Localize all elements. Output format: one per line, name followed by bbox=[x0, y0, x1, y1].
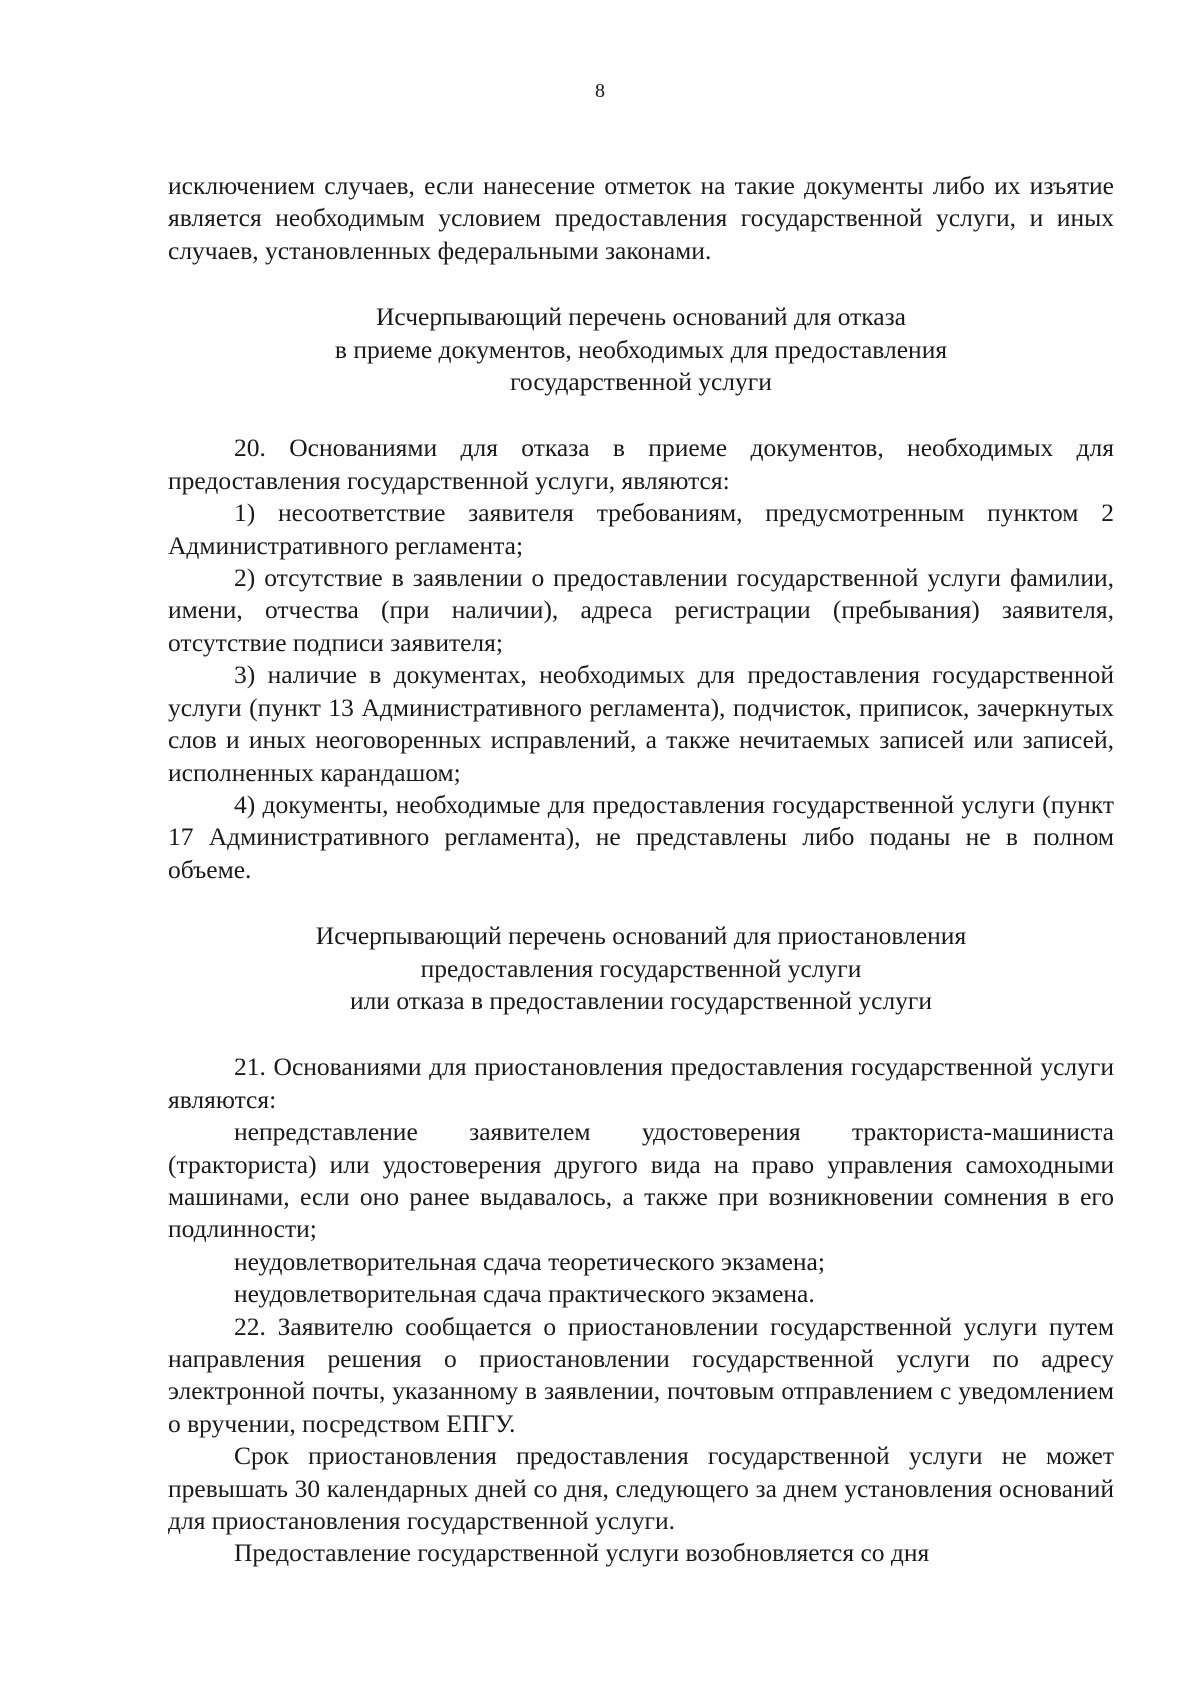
paragraph-22-term: Срок приостановления предоставления государственной услуги не может превышать 30 календарных дней со дня, следующего за днем установления оснований для приостановления государственной услуги. bbox=[168, 1441, 1114, 1536]
heading-line: в приеме документов, необходимых для предоставления bbox=[334, 334, 948, 364]
paragraph-21: 21. Основаниями для приостановления предоставления государственной услуги являются: bbox=[168, 1052, 1114, 1114]
paragraph-21-item-1: непредставление заявителем удостоверения тракториста-машиниста (тракториста) или удостоверения другого вида на право управления самоходными машинами, если оно ранее выдавалось, а также при возникновении сомнения в его подлинности; bbox=[168, 1117, 1114, 1244]
section-heading-suspension bbox=[168, 920, 1114, 1017]
paragraph-22: 22. Заявителю сообщается о приостановлении государственной услуги путем направления решения о приостановлении государственной услуги по адресу электронной почты, указанному в заявлении, почтовым отправлением с уведомлением о вручении, посредством ЕПГУ. bbox=[168, 1311, 1114, 1438]
heading-line: государственной услуги bbox=[510, 367, 772, 397]
document-body bbox=[168, 170, 1114, 1570]
paragraph-20-item-4: 4) документы, необходимые для предоставления государственной услуги (пункт 17 Административного регламента), не представлены либо поданы не в полном объеме. bbox=[168, 789, 1114, 884]
paragraph-20-item-2: 2) отсутствие в заявлении о предоставлении государственной услуги фамилии, имени, отчества (при наличии), адреса регистрации (пребывания) заявителя, отсутствие подписи заявителя; bbox=[168, 563, 1114, 657]
paragraph-22-resume: Предоставление государственной услуги возобновляется со дня bbox=[234, 1538, 930, 1568]
heading-line: или отказа в предоставлении государственной услуги bbox=[349, 985, 933, 1015]
paragraph-20-item-1: 1) несоответствие заявителя требованиям, предусмотренным пунктом 2 Административного регламента; bbox=[168, 498, 1114, 560]
paragraph-20: 20. Основаниями для отказа в приеме документов, необходимых для предоставления государственной услуги, являются: bbox=[168, 433, 1114, 495]
paragraph-21-item-3: неудовлетворительная сдача практического экзамена. bbox=[234, 1279, 815, 1309]
heading-line: предоставления государственной услуги bbox=[420, 953, 862, 983]
section-heading-refusal bbox=[168, 301, 1114, 398]
page-number: 8 bbox=[595, 80, 605, 102]
paragraph-20-item-3: 3) наличие в документах, необходимых для предоставления государственной услуги (пункт 13 Административного регламента), подчисток, приписок, зачеркнутых слов и иных неоговоренных исправлений, а также нечитаемых записей или записей, исполненных карандашом; bbox=[168, 660, 1114, 787]
heading-line: Исчерпывающий перечень оснований для приостановления bbox=[315, 921, 967, 951]
intro-paragraph: исключением случаев, если нанесение отметок на такие документы либо их изъятие является необходимым условием предоставления государственной услуги, и иных случаев, установленных федеральными законами. bbox=[168, 171, 1114, 265]
paragraph-21-item-2: неудовлетворительная сдача теоретического экзамена; bbox=[234, 1246, 825, 1276]
heading-line: Исчерпывающий перечень оснований для отказа bbox=[376, 302, 906, 332]
